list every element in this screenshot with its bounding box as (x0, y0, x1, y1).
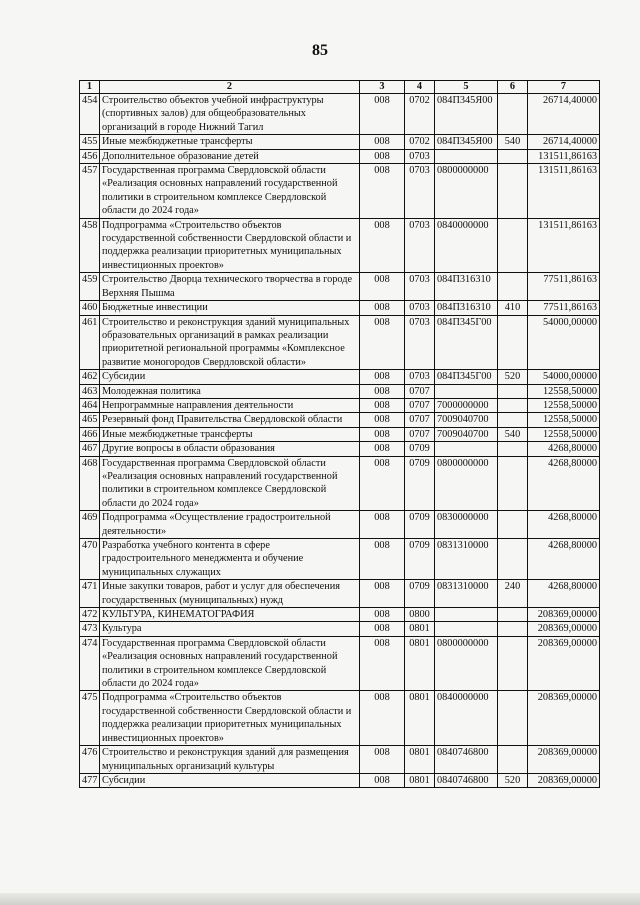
table-row (80, 370, 600, 384)
page-number: 85 (312, 42, 328, 59)
amount-cell: 12558,50000 (528, 427, 600, 441)
expense-type-cell: 520 (498, 370, 528, 384)
target-article-cell (435, 384, 498, 398)
section-code-cell: 0801 (405, 773, 435, 787)
expense-type-cell (498, 636, 528, 691)
ministry-code-cell: 008 (360, 511, 405, 539)
amount-cell: 4268,80000 (528, 580, 600, 608)
column-header: 2 (100, 81, 360, 94)
ministry-code-cell: 008 (360, 218, 405, 273)
expense-type-cell (498, 273, 528, 301)
section-code-cell: 0707 (405, 427, 435, 441)
section-code-cell: 0703 (405, 218, 435, 273)
table-row (80, 164, 600, 219)
row-number-cell: 456 (80, 149, 100, 163)
description-cell: Бюджетные инвестиции (100, 301, 360, 315)
table-row (80, 511, 600, 539)
amount-cell: 208369,00000 (528, 773, 600, 787)
expense-type-cell (498, 539, 528, 580)
table-row (80, 539, 600, 580)
section-code-cell: 0703 (405, 273, 435, 301)
amount-cell: 131511,86163 (528, 218, 600, 273)
row-number-cell: 463 (80, 384, 100, 398)
table-row (80, 456, 600, 511)
ministry-code-cell: 008 (360, 636, 405, 691)
section-code-cell: 0707 (405, 384, 435, 398)
target-article-cell (435, 622, 498, 636)
ministry-code-cell: 008 (360, 135, 405, 149)
table-row (80, 622, 600, 636)
table-row (80, 691, 600, 746)
description-cell: КУЛЬТУРА, КИНЕМАТОГРАФИЯ (100, 608, 360, 622)
description-cell: Иные межбюджетные трансферты (100, 427, 360, 441)
section-code-cell: 0801 (405, 622, 435, 636)
table-body (80, 94, 600, 788)
table-header-row (80, 81, 600, 94)
row-number-cell: 476 (80, 746, 100, 774)
row-number-cell: 467 (80, 442, 100, 456)
column-header: 6 (498, 81, 528, 94)
section-code-cell: 0709 (405, 511, 435, 539)
row-number-cell: 470 (80, 539, 100, 580)
table-row (80, 149, 600, 163)
expense-type-cell (498, 149, 528, 163)
ministry-code-cell: 008 (360, 149, 405, 163)
description-cell: Государственная программа Свердловской области «Реализация основных направлений государственной политики в строительном комплексе Свердловской области до 2024 года» (100, 456, 360, 511)
expense-type-cell (498, 94, 528, 135)
amount-cell: 77511,86163 (528, 273, 600, 301)
expense-type-cell: 540 (498, 427, 528, 441)
description-cell: Дополнительное образование детей (100, 149, 360, 163)
section-code-cell: 0707 (405, 398, 435, 412)
table-row (80, 608, 600, 622)
target-article-cell: 084П316310 (435, 273, 498, 301)
ministry-code-cell: 008 (360, 301, 405, 315)
ministry-code-cell: 008 (360, 608, 405, 622)
target-article-cell: 0840746800 (435, 773, 498, 787)
description-cell: Государственная программа Свердловской области «Реализация основных направлений государственной политики в строительном комплексе Свердловской области до 2024 года» (100, 636, 360, 691)
target-article-cell (435, 608, 498, 622)
ministry-code-cell: 008 (360, 580, 405, 608)
row-number-cell: 475 (80, 691, 100, 746)
amount-cell: 77511,86163 (528, 301, 600, 315)
ministry-code-cell: 008 (360, 315, 405, 370)
section-code-cell: 0801 (405, 691, 435, 746)
target-article-cell: 0830000000 (435, 511, 498, 539)
row-number-cell: 472 (80, 608, 100, 622)
ministry-code-cell: 008 (360, 398, 405, 412)
section-code-cell: 0703 (405, 301, 435, 315)
description-cell: Другие вопросы в области образования (100, 442, 360, 456)
row-number-cell: 461 (80, 315, 100, 370)
expense-type-cell (498, 511, 528, 539)
section-code-cell: 0703 (405, 370, 435, 384)
section-code-cell: 0702 (405, 135, 435, 149)
row-number-cell: 471 (80, 580, 100, 608)
row-number-cell: 457 (80, 164, 100, 219)
table-row (80, 580, 600, 608)
table-row (80, 135, 600, 149)
row-number-cell: 454 (80, 94, 100, 135)
target-article-cell (435, 149, 498, 163)
row-number-cell: 462 (80, 370, 100, 384)
expense-type-cell (498, 456, 528, 511)
target-article-cell: 0840746800 (435, 746, 498, 774)
target-article-cell: 7009040700 (435, 427, 498, 441)
target-article-cell (435, 442, 498, 456)
target-article-cell: 0800000000 (435, 456, 498, 511)
description-cell: Иные закупки товаров, работ и услуг для обеспечения государственных (муниципальных) нужд (100, 580, 360, 608)
amount-cell: 54000,00000 (528, 370, 600, 384)
amount-cell: 208369,00000 (528, 746, 600, 774)
ministry-code-cell: 008 (360, 413, 405, 427)
table-row (80, 636, 600, 691)
target-article-cell: 0840000000 (435, 218, 498, 273)
amount-cell: 208369,00000 (528, 691, 600, 746)
description-cell: Строительство Дворца технического творчества в городе Верхняя Пышма (100, 273, 360, 301)
scan-edge (0, 893, 640, 905)
expense-type-cell (498, 413, 528, 427)
expense-type-cell (498, 315, 528, 370)
table-row (80, 413, 600, 427)
description-cell: Государственная программа Свердловской области «Реализация основных направлений государственной политики в строительном комплексе Свердловской области до 2024 года» (100, 164, 360, 219)
ministry-code-cell: 008 (360, 691, 405, 746)
table-row (80, 398, 600, 412)
amount-cell: 54000,00000 (528, 315, 600, 370)
description-cell: Подпрограмма «Осуществление градостроительной деятельности» (100, 511, 360, 539)
section-code-cell: 0801 (405, 636, 435, 691)
row-number-cell: 458 (80, 218, 100, 273)
target-article-cell: 7009040700 (435, 413, 498, 427)
ministry-code-cell: 008 (360, 746, 405, 774)
ministry-code-cell: 008 (360, 370, 405, 384)
target-article-cell: 084П345Я00 (435, 94, 498, 135)
row-number-cell: 474 (80, 636, 100, 691)
table-row (80, 746, 600, 774)
description-cell: Иные межбюджетные трансферты (100, 135, 360, 149)
ministry-code-cell: 008 (360, 427, 405, 441)
section-code-cell: 0707 (405, 413, 435, 427)
section-code-cell: 0801 (405, 746, 435, 774)
table-row (80, 442, 600, 456)
description-cell: Строительство объектов учебной инфраструктуры (спортивных залов) для общеобразовательных организаций в городе Нижний Тагил (100, 94, 360, 135)
section-code-cell: 0703 (405, 149, 435, 163)
description-cell: Разработка учебного контента в сфере градостроительного менеджмента и обучение муниципальных служащих (100, 539, 360, 580)
amount-cell: 4268,80000 (528, 511, 600, 539)
expense-type-cell (498, 218, 528, 273)
amount-cell: 12558,50000 (528, 413, 600, 427)
section-code-cell: 0709 (405, 580, 435, 608)
amount-cell: 131511,86163 (528, 149, 600, 163)
target-article-cell: 0840000000 (435, 691, 498, 746)
column-header: 5 (435, 81, 498, 94)
ministry-code-cell: 008 (360, 164, 405, 219)
table-row (80, 427, 600, 441)
description-cell: Непрограммные направления деятельности (100, 398, 360, 412)
description-cell: Подпрограмма «Строительство объектов государственной собственности Свердловской области и поддержка реализации приоритетных муниципальных инвестиционных проектов» (100, 691, 360, 746)
table-row (80, 773, 600, 787)
row-number-cell: 477 (80, 773, 100, 787)
expense-type-cell: 540 (498, 135, 528, 149)
expense-type-cell (498, 691, 528, 746)
expense-type-cell: 520 (498, 773, 528, 787)
target-article-cell: 084П345Г00 (435, 315, 498, 370)
expense-type-cell (498, 608, 528, 622)
ministry-code-cell: 008 (360, 273, 405, 301)
target-article-cell: 0800000000 (435, 636, 498, 691)
column-header: 3 (360, 81, 405, 94)
description-cell: Строительство и реконструкция зданий муниципальных образовательных организаций в рамках реализации приоритетной региональной программы «Комплексное развитие моногородов Свердловской области» (100, 315, 360, 370)
row-number-cell: 465 (80, 413, 100, 427)
amount-cell: 208369,00000 (528, 608, 600, 622)
description-cell: Субсидии (100, 773, 360, 787)
target-article-cell: 7000000000 (435, 398, 498, 412)
expense-type-cell (498, 746, 528, 774)
table-row (80, 315, 600, 370)
row-number-cell: 455 (80, 135, 100, 149)
column-header: 7 (528, 81, 600, 94)
section-code-cell: 0709 (405, 539, 435, 580)
description-cell: Субсидии (100, 370, 360, 384)
table-row (80, 94, 600, 135)
row-number-cell: 464 (80, 398, 100, 412)
section-code-cell: 0709 (405, 456, 435, 511)
amount-cell: 131511,86163 (528, 164, 600, 219)
ministry-code-cell: 008 (360, 442, 405, 456)
amount-cell: 12558,50000 (528, 384, 600, 398)
row-number-cell: 459 (80, 273, 100, 301)
row-number-cell: 469 (80, 511, 100, 539)
row-number-cell: 466 (80, 427, 100, 441)
target-article-cell: 0831310000 (435, 539, 498, 580)
expense-type-cell: 240 (498, 580, 528, 608)
row-number-cell: 473 (80, 622, 100, 636)
section-code-cell: 0702 (405, 94, 435, 135)
column-header: 1 (80, 81, 100, 94)
amount-cell: 4268,80000 (528, 442, 600, 456)
amount-cell: 4268,80000 (528, 539, 600, 580)
expense-type-cell (498, 398, 528, 412)
table-row (80, 384, 600, 398)
target-article-cell: 0831310000 (435, 580, 498, 608)
section-code-cell: 0709 (405, 442, 435, 456)
section-code-cell: 0800 (405, 608, 435, 622)
row-number-cell: 460 (80, 301, 100, 315)
ministry-code-cell: 008 (360, 94, 405, 135)
description-cell: Культура (100, 622, 360, 636)
column-header: 4 (405, 81, 435, 94)
amount-cell: 4268,80000 (528, 456, 600, 511)
table-row (80, 273, 600, 301)
row-number-cell: 468 (80, 456, 100, 511)
description-cell: Молодежная политика (100, 384, 360, 398)
expense-type-cell: 410 (498, 301, 528, 315)
ministry-code-cell: 008 (360, 539, 405, 580)
target-article-cell: 0800000000 (435, 164, 498, 219)
amount-cell: 12558,50000 (528, 398, 600, 412)
expense-type-cell (498, 164, 528, 219)
amount-cell: 208369,00000 (528, 622, 600, 636)
amount-cell: 26714,40000 (528, 94, 600, 135)
expense-type-cell (498, 622, 528, 636)
expense-type-cell (498, 384, 528, 398)
description-cell: Подпрограмма «Строительство объектов государственной собственности Свердловской области и поддержка реализации приоритетных муниципальных инвестиционных проектов» (100, 218, 360, 273)
budget-table (79, 80, 600, 788)
ministry-code-cell: 008 (360, 622, 405, 636)
expense-type-cell (498, 442, 528, 456)
table-row (80, 218, 600, 273)
target-article-cell: 084П345Я00 (435, 135, 498, 149)
ministry-code-cell: 008 (360, 384, 405, 398)
target-article-cell: 084П345Г00 (435, 370, 498, 384)
section-code-cell: 0703 (405, 315, 435, 370)
description-cell: Резервный фонд Правительства Свердловской области (100, 413, 360, 427)
ministry-code-cell: 008 (360, 773, 405, 787)
table-row (80, 301, 600, 315)
ministry-code-cell: 008 (360, 456, 405, 511)
amount-cell: 208369,00000 (528, 636, 600, 691)
target-article-cell: 084П316310 (435, 301, 498, 315)
amount-cell: 26714,40000 (528, 135, 600, 149)
description-cell: Строительство и реконструкция зданий для размещения муниципальных организаций культуры (100, 746, 360, 774)
section-code-cell: 0703 (405, 164, 435, 219)
